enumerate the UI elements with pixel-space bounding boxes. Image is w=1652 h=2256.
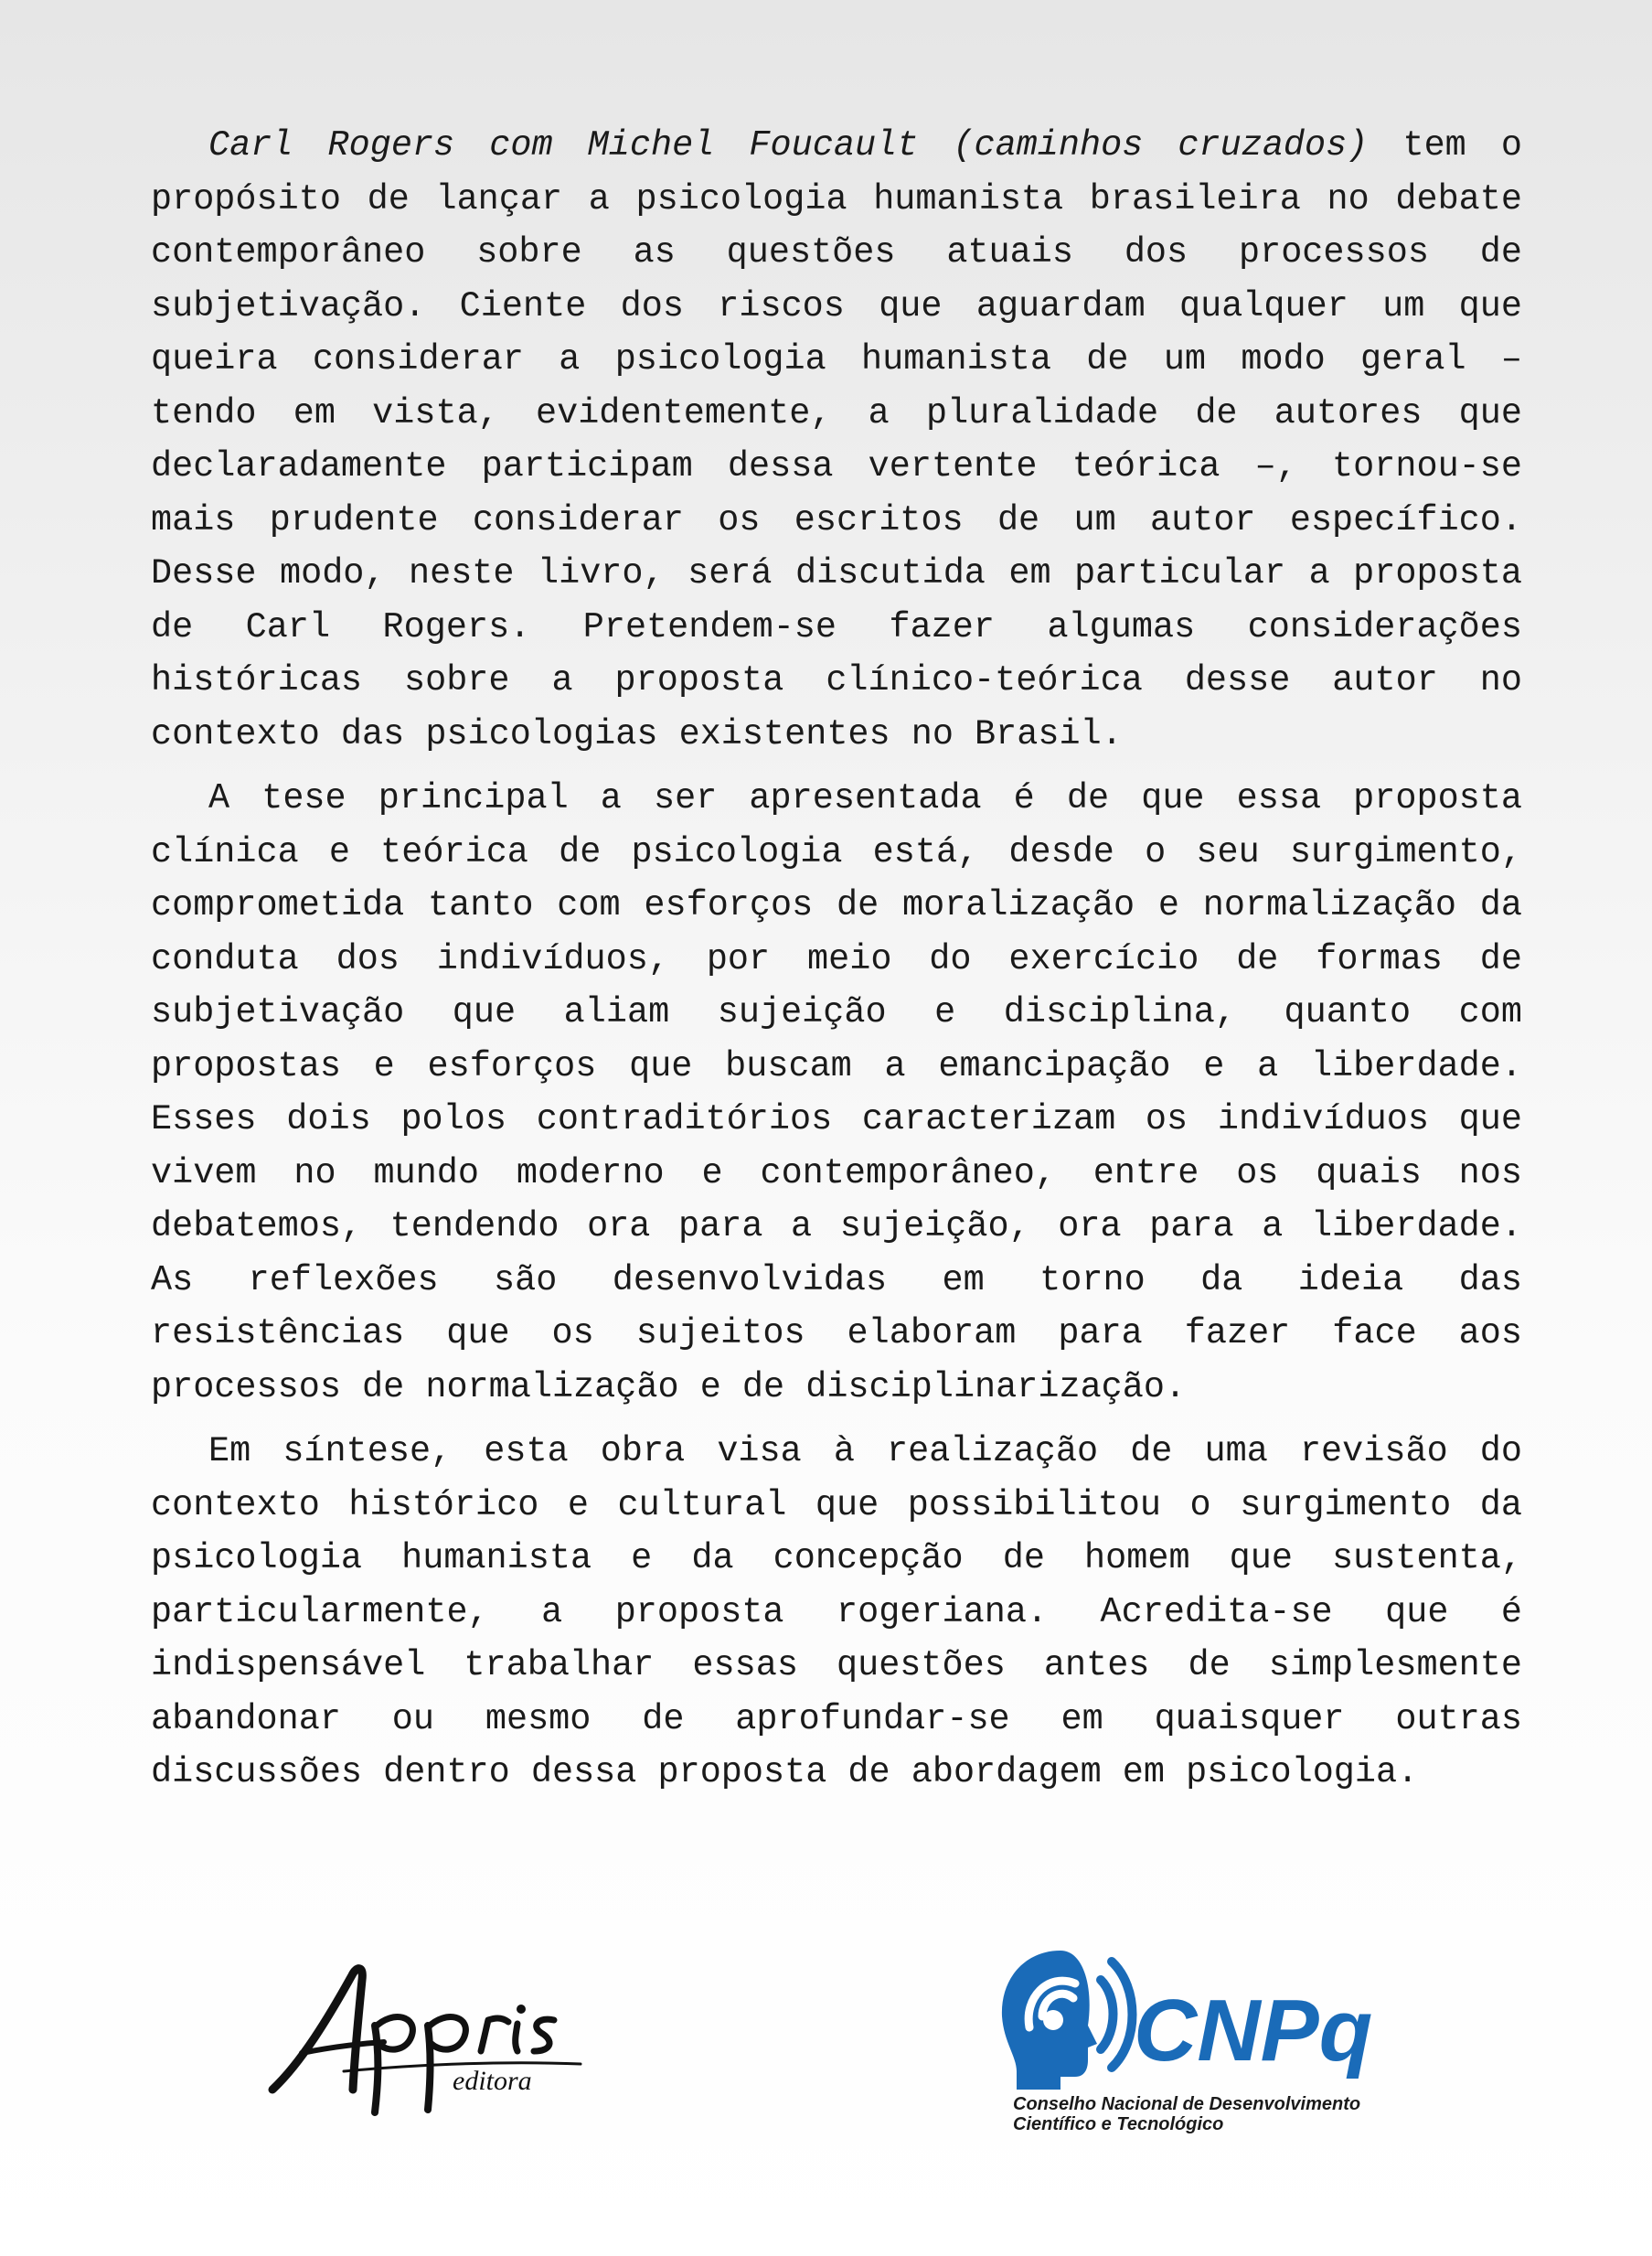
paragraph-3: Em síntese, esta obra visa à realização de uma revisão do contexto histórico e cultural que possibilitou o surgimento da psicologia humanista e da concepção de homem que sustenta, particularmente, a proposta rogeriana. Acredita-se que é indispensável trabalhar essas questões antes de simplesmente abandonar ou mesmo de aprofundar-se em quaisquer outras discussões dentro dessa proposta de abordagem em psicologia. bbox=[151, 1431, 1522, 1792]
cnpq-wordmark: CNPq bbox=[1134, 1982, 1373, 2080]
cnpq-logo bbox=[997, 1943, 1435, 2135]
book-title-italic: Carl Rogers com Michel Foucault (caminhos cruzados) bbox=[208, 125, 1369, 166]
paragraph-1 bbox=[151, 119, 1522, 761]
appris-editora-word: editora bbox=[453, 2066, 532, 2096]
appris-logo bbox=[265, 1952, 594, 2117]
cnpq-name-line-1: Conselho Nacional de Desenvolvimento bbox=[1013, 2094, 1361, 2114]
back-cover-text bbox=[151, 119, 1522, 1811]
cnpq-name-line-2: Científico e Tecnológico bbox=[1013, 2114, 1224, 2134]
paragraph-2: A tese principal a ser apresentada é de que essa proposta clínica e teórica de psicologia está, desde o seu surgimento, comprometida tanto com esforços de moralização e normalização da conduta dos indivíduos, por meio do exercício de formas de subjetivação que aliam sujeição e disciplina, quanto com propostas e esforços que buscam a emancipação e a liberdade. Esses dois polos contraditórios caracterizam os indivíduos que vivem no mundo moderno e contemporâneo, entre os quais nos debatemos, tendendo ora para a sujeição, ora para a liberdade. As reflexões são desenvolvidas em torno da ideia das resistências que os sujeitos elaboram para fazer face aos processos de normalização e de disciplinarização. bbox=[151, 778, 1522, 1407]
paragraph-1-text: tem o propósito de lançar a psicologia humanista brasileira no debate contemporâneo sobre as questões atuais dos processos de subjetivação. Ciente dos riscos que aguardam qualquer um que queira considerar a psicologia humanista de um modo geral – tendo em vista, evidentemente, a pluralidade de autores que declaradamente participam dessa vertente teórica –, tornou-se mais prudente considerar os escritos de um autor específico. Desse modo, neste livro, será discutida em particular a proposta de Carl Rogers. Pretendem-se fazer algumas considerações históricas sobre a proposta clínico-teórica desse autor no contexto das psicologias existentes no Brasil. bbox=[151, 125, 1523, 754]
